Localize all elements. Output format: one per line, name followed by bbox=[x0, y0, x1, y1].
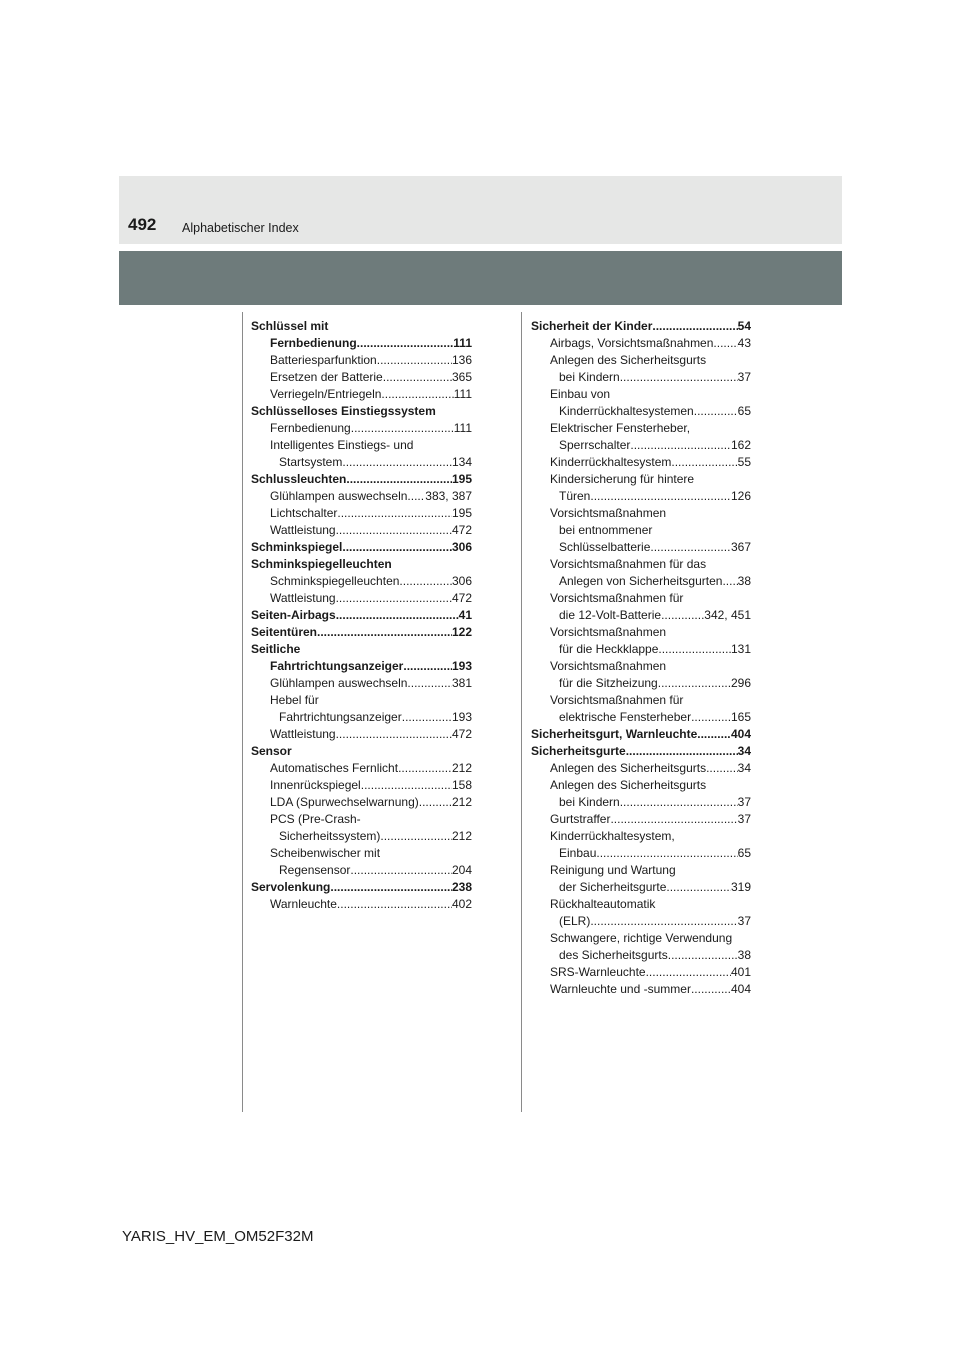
index-entry bbox=[251, 437, 472, 471]
dot-leader bbox=[383, 369, 452, 386]
page-reference[interactable]: 381 bbox=[451, 676, 472, 690]
page-reference[interactable]: 319 bbox=[730, 880, 751, 894]
dot-leader bbox=[403, 658, 452, 675]
index-term-continuation: Regensensor bbox=[279, 863, 351, 877]
index-term: Anlegen des Sicherheitsgurts bbox=[550, 353, 707, 367]
index-term: Glühlampen auswechseln bbox=[270, 489, 408, 503]
dot-leader bbox=[658, 641, 731, 658]
page-reference[interactable]: 111 bbox=[453, 336, 472, 350]
dot-leader bbox=[620, 369, 738, 386]
page-reference[interactable]: 472 bbox=[451, 523, 472, 537]
index-term: Vorsichtsmaßnahmen bbox=[550, 625, 667, 639]
index-term: Fernbedienung bbox=[270, 421, 351, 435]
index-entry bbox=[251, 573, 472, 590]
index-term: Warnleuchte bbox=[270, 897, 337, 911]
index-entry bbox=[531, 964, 751, 981]
page-reference[interactable]: 367 bbox=[730, 540, 751, 554]
index-term: Vorsichtsmaßnahmen für bbox=[550, 591, 684, 605]
index-term: LDA (Spurwechselwarnung) bbox=[270, 795, 419, 809]
index-term: Kinderrückhaltesystem bbox=[550, 455, 672, 469]
page-reference[interactable]: 195 bbox=[451, 472, 472, 486]
index-term: Wattleistung bbox=[270, 523, 336, 537]
column-divider-left bbox=[242, 312, 243, 1112]
index-entry bbox=[531, 624, 751, 658]
index-term: Glühlampen auswechseln bbox=[270, 676, 408, 690]
index-entry bbox=[251, 539, 472, 556]
index-term: Wattleistung bbox=[270, 727, 336, 741]
index-term-continuation: bei Kindern bbox=[559, 370, 620, 384]
page-reference[interactable]: 65 bbox=[737, 846, 751, 860]
index-entry bbox=[531, 352, 751, 386]
index-column-right bbox=[531, 318, 751, 998]
index-entry bbox=[531, 743, 751, 760]
dot-leader bbox=[346, 471, 452, 488]
index-entry bbox=[251, 692, 472, 726]
dot-leader bbox=[706, 760, 738, 777]
dot-leader bbox=[377, 352, 452, 369]
dot-leader bbox=[620, 794, 738, 811]
index-term: Warnleuchte und -summer bbox=[550, 982, 691, 996]
index-term: Innenrückspiegel bbox=[270, 778, 361, 792]
section-title: Alphabetischer Index bbox=[182, 221, 299, 235]
index-entry bbox=[251, 488, 472, 505]
page-reference[interactable]: 41 bbox=[458, 608, 472, 622]
index-entry bbox=[251, 335, 472, 352]
page-reference[interactable]: 111 bbox=[453, 421, 472, 435]
page-reference[interactable]: 472 bbox=[451, 727, 472, 741]
page-reference[interactable]: 342, 451 bbox=[704, 608, 751, 622]
index-term: Airbags, Vorsichtsmaßnahmen bbox=[550, 336, 714, 350]
dot-leader bbox=[661, 607, 704, 624]
dot-leader bbox=[361, 777, 452, 794]
dot-leader bbox=[337, 505, 452, 522]
index-entry bbox=[531, 556, 751, 590]
page-reference[interactable]: 204 bbox=[451, 863, 472, 877]
dot-leader bbox=[350, 862, 452, 879]
page-reference[interactable]: 65 bbox=[737, 404, 751, 418]
index-entry bbox=[251, 675, 472, 692]
index-entry bbox=[251, 794, 472, 811]
index-term-continuation: Sicherheitssystem) bbox=[279, 829, 381, 843]
page-reference[interactable]: 126 bbox=[730, 489, 751, 503]
footer-code: YARIS_HV_EM_OM52F32M bbox=[122, 1228, 314, 1245]
index-entry bbox=[251, 522, 472, 539]
index-term: Schlüsselloses Einstiegssystem bbox=[251, 404, 436, 418]
index-entry bbox=[251, 743, 472, 760]
dot-leader bbox=[399, 573, 452, 590]
page-reference[interactable]: 38 bbox=[737, 574, 751, 588]
dot-leader bbox=[671, 454, 737, 471]
index-term-continuation: Fahrtrichtungsanzeiger bbox=[279, 710, 402, 724]
page-reference[interactable]: 193 bbox=[451, 710, 472, 724]
page-reference[interactable]: 306 bbox=[451, 574, 472, 588]
index-entry bbox=[251, 641, 472, 658]
dot-leader bbox=[691, 981, 731, 998]
index-term: Schminkspiegelleuchten bbox=[251, 557, 392, 571]
index-entry bbox=[531, 760, 751, 777]
page-reference[interactable]: 37 bbox=[737, 795, 751, 809]
dot-leader bbox=[342, 454, 452, 471]
index-term: Kinderrückhaltesystem, bbox=[550, 829, 675, 843]
dot-leader bbox=[650, 539, 731, 556]
index-entry bbox=[251, 352, 472, 369]
index-entry bbox=[531, 981, 751, 998]
index-entry bbox=[251, 505, 472, 522]
dot-leader bbox=[336, 522, 452, 539]
index-entry bbox=[251, 658, 472, 675]
index-term: Schminkspiegelleuchten bbox=[270, 574, 400, 588]
index-term: Rückhalteautomatik bbox=[550, 897, 656, 911]
index-entry bbox=[251, 420, 472, 437]
index-entry bbox=[251, 607, 472, 624]
index-entry bbox=[531, 726, 751, 743]
dot-leader bbox=[713, 335, 737, 352]
index-term: Seiten-Airbags bbox=[251, 608, 336, 622]
index-entry bbox=[251, 726, 472, 743]
dot-leader bbox=[330, 879, 452, 896]
index-term: Vorsichtsmaßnahmen bbox=[550, 659, 667, 673]
index-entry bbox=[251, 811, 472, 845]
dot-leader bbox=[357, 335, 454, 352]
dot-leader bbox=[590, 488, 731, 505]
index-entry bbox=[251, 386, 472, 403]
index-term: Vorsichtsmaßnahmen bbox=[550, 506, 667, 520]
index-term: Scheibenwischer mit bbox=[270, 846, 381, 860]
page-number: 492 bbox=[128, 215, 157, 234]
index-term-continuation: Einbau bbox=[559, 846, 597, 860]
index-entry bbox=[531, 454, 751, 471]
dot-leader bbox=[626, 743, 738, 760]
index-term: Sicherheitsgurt, Warnleuchte bbox=[531, 727, 698, 741]
index-entry bbox=[251, 369, 472, 386]
index-term: Sicherheit der Kinder bbox=[531, 319, 653, 333]
dot-leader bbox=[407, 675, 452, 692]
index-entry bbox=[251, 896, 472, 913]
dot-leader bbox=[336, 590, 452, 607]
page-reference[interactable]: 43 bbox=[737, 336, 751, 350]
index-term: Fernbedienung bbox=[270, 336, 357, 350]
index-term: Fahrtrichtungsanzeiger bbox=[270, 659, 404, 673]
dot-leader bbox=[419, 794, 452, 811]
index-term: Vorsichtsmaßnahmen für das bbox=[550, 557, 707, 571]
index-term: Gurtstraffer bbox=[550, 812, 611, 826]
dot-leader bbox=[610, 811, 737, 828]
dot-leader bbox=[398, 760, 452, 777]
index-entry bbox=[531, 896, 751, 930]
index-term-continuation: Anlegen von Sicherheitsgurten bbox=[559, 574, 723, 588]
page-reference[interactable]: 136 bbox=[451, 353, 472, 367]
index-column-left bbox=[251, 318, 472, 913]
dot-leader bbox=[652, 318, 737, 335]
page-reference[interactable]: 34 bbox=[737, 744, 751, 758]
page-reference[interactable]: 238 bbox=[451, 880, 472, 894]
index-term: Wattleistung bbox=[270, 591, 336, 605]
dot-leader bbox=[317, 624, 452, 641]
page-reference[interactable]: 162 bbox=[730, 438, 751, 452]
page-reference[interactable]: 296 bbox=[730, 676, 751, 690]
page-reference[interactable]: 193 bbox=[451, 659, 472, 673]
index-term: Anlegen des Sicherheitsgurts bbox=[550, 778, 707, 792]
index-entry bbox=[531, 335, 751, 352]
page-reference[interactable]: 212 bbox=[451, 761, 472, 775]
index-term-continuation: für die Sitzheizung bbox=[559, 676, 658, 690]
index-entry bbox=[531, 930, 751, 964]
page-reference[interactable]: 404 bbox=[730, 982, 751, 996]
index-term: Schlussleuchten bbox=[251, 472, 347, 486]
index-term-continuation: Kinderrückhaltesystemen bbox=[559, 404, 694, 418]
column-divider-right bbox=[521, 312, 522, 1112]
index-term: Reinigung und Wartung bbox=[550, 863, 676, 877]
dot-leader bbox=[668, 947, 738, 964]
index-entry bbox=[251, 318, 472, 335]
page-reference[interactable]: 402 bbox=[451, 897, 472, 911]
index-entry bbox=[251, 590, 472, 607]
dot-leader bbox=[630, 437, 731, 454]
index-entry bbox=[251, 624, 472, 641]
index-term: Schminkspiegel bbox=[251, 540, 343, 554]
index-entry bbox=[531, 811, 751, 828]
page-reference[interactable]: 472 bbox=[451, 591, 472, 605]
index-term-continuation: für die Heckklappe bbox=[559, 642, 659, 656]
dot-leader bbox=[351, 420, 454, 437]
dot-leader bbox=[658, 675, 731, 692]
index-entry bbox=[251, 760, 472, 777]
page-reference[interactable]: 54 bbox=[737, 319, 751, 333]
page-reference[interactable]: 383, 387 bbox=[425, 489, 472, 503]
page-reference[interactable]: 165 bbox=[730, 710, 751, 724]
page-reference[interactable]: 37 bbox=[737, 812, 751, 826]
dot-leader bbox=[336, 607, 459, 624]
index-term-continuation: elektrische Fensterheber bbox=[559, 710, 692, 724]
index-term: Elektrischer Fensterheber, bbox=[550, 421, 691, 435]
page-reference[interactable]: 122 bbox=[451, 625, 472, 639]
page-reference[interactable]: 158 bbox=[451, 778, 472, 792]
index-term-continuation: (ELR) bbox=[559, 914, 591, 928]
page-reference[interactable]: 38 bbox=[737, 948, 751, 962]
index-term-continuation: bei Kindern bbox=[559, 795, 620, 809]
index-term: Verriegeln/Entriegeln bbox=[270, 387, 382, 401]
page-reference[interactable]: 55 bbox=[737, 455, 751, 469]
page-reference[interactable]: 365 bbox=[451, 370, 472, 384]
page-reference[interactable]: 212 bbox=[451, 795, 472, 809]
index-term: Seitliche bbox=[251, 642, 301, 656]
index-term-continuation: bei entnommener bbox=[559, 523, 653, 537]
index-entry bbox=[531, 420, 751, 454]
dot-leader bbox=[691, 709, 731, 726]
index-entry bbox=[531, 692, 751, 726]
page-reference[interactable]: 37 bbox=[737, 370, 751, 384]
index-term: Einbau von bbox=[550, 387, 611, 401]
index-term: Schlüssel mit bbox=[251, 319, 329, 333]
dot-leader bbox=[380, 828, 452, 845]
index-entry bbox=[531, 318, 751, 335]
page-reference[interactable]: 404 bbox=[730, 727, 751, 741]
index-entry bbox=[531, 828, 751, 862]
dot-leader bbox=[590, 913, 737, 930]
page-reference[interactable]: 34 bbox=[737, 761, 751, 775]
page-reference[interactable]: 401 bbox=[730, 965, 751, 979]
index-term: Lichtschalter bbox=[270, 506, 338, 520]
page-reference[interactable]: 134 bbox=[451, 455, 472, 469]
index-entry bbox=[251, 471, 472, 488]
dot-leader bbox=[697, 726, 731, 743]
index-term: PCS (Pre-Crash- bbox=[270, 812, 361, 826]
index-term: Ersetzen der Batterie bbox=[270, 370, 383, 384]
index-entry bbox=[251, 556, 472, 573]
index-term: Seitentüren bbox=[251, 625, 318, 639]
page-reference[interactable]: 195 bbox=[451, 506, 472, 520]
dot-leader bbox=[694, 403, 738, 420]
index-term: Servolenkung bbox=[251, 880, 331, 894]
header-band bbox=[119, 251, 842, 305]
index-entry bbox=[531, 862, 751, 896]
page-reference[interactable]: 306 bbox=[451, 540, 472, 554]
index-entry bbox=[531, 658, 751, 692]
page-reference[interactable]: 131 bbox=[730, 642, 751, 656]
index-entry bbox=[531, 777, 751, 811]
index-term: Hebel für bbox=[270, 693, 319, 707]
index-term-continuation: Startsystem bbox=[279, 455, 343, 469]
page-reference[interactable]: 212 bbox=[451, 829, 472, 843]
dot-leader bbox=[337, 896, 452, 913]
index-term-continuation: Sperrschalter bbox=[559, 438, 631, 452]
index-term: Intelligentes Einstiegs- und bbox=[270, 438, 414, 452]
index-term: Automatisches Fernlicht bbox=[270, 761, 399, 775]
page-reference[interactable]: 37 bbox=[737, 914, 751, 928]
index-entry bbox=[251, 777, 472, 794]
dot-leader bbox=[342, 539, 452, 556]
index-term-continuation: des Sicherheitsgurts bbox=[559, 948, 668, 962]
index-entry bbox=[531, 471, 751, 505]
index-entry bbox=[251, 403, 472, 420]
index-term-continuation: der Sicherheitsgurte bbox=[559, 880, 667, 894]
dot-leader bbox=[666, 879, 731, 896]
index-term-continuation: die 12-Volt-Batterie bbox=[559, 608, 662, 622]
index-term: Batteriesparfunktion bbox=[270, 353, 377, 367]
index-term: Sicherheitsgurte bbox=[531, 744, 626, 758]
dot-leader bbox=[381, 386, 453, 403]
index-entry bbox=[531, 386, 751, 420]
index-term: Sensor bbox=[251, 744, 292, 758]
index-term-continuation: Schlüsselbatterie bbox=[559, 540, 651, 554]
index-entry bbox=[531, 590, 751, 624]
dot-leader bbox=[596, 845, 737, 862]
dot-leader bbox=[646, 964, 731, 981]
dot-leader bbox=[336, 726, 452, 743]
index-entry bbox=[251, 845, 472, 879]
dot-leader bbox=[402, 709, 452, 726]
index-term-continuation: Türen bbox=[559, 489, 591, 503]
dot-leader bbox=[407, 488, 425, 505]
index-term: Schwangere, richtige Verwendung bbox=[550, 931, 733, 945]
index-term: Kindersicherung für hintere bbox=[550, 472, 695, 486]
page-reference[interactable]: 111 bbox=[453, 387, 472, 401]
dot-leader bbox=[722, 573, 737, 590]
index-entry bbox=[531, 505, 751, 556]
index-term: Vorsichtsmaßnahmen für bbox=[550, 693, 684, 707]
index-term: Anlegen des Sicherheitsgurts bbox=[550, 761, 707, 775]
index-term: SRS-Warnleuchte bbox=[550, 965, 646, 979]
index-entry bbox=[251, 879, 472, 896]
